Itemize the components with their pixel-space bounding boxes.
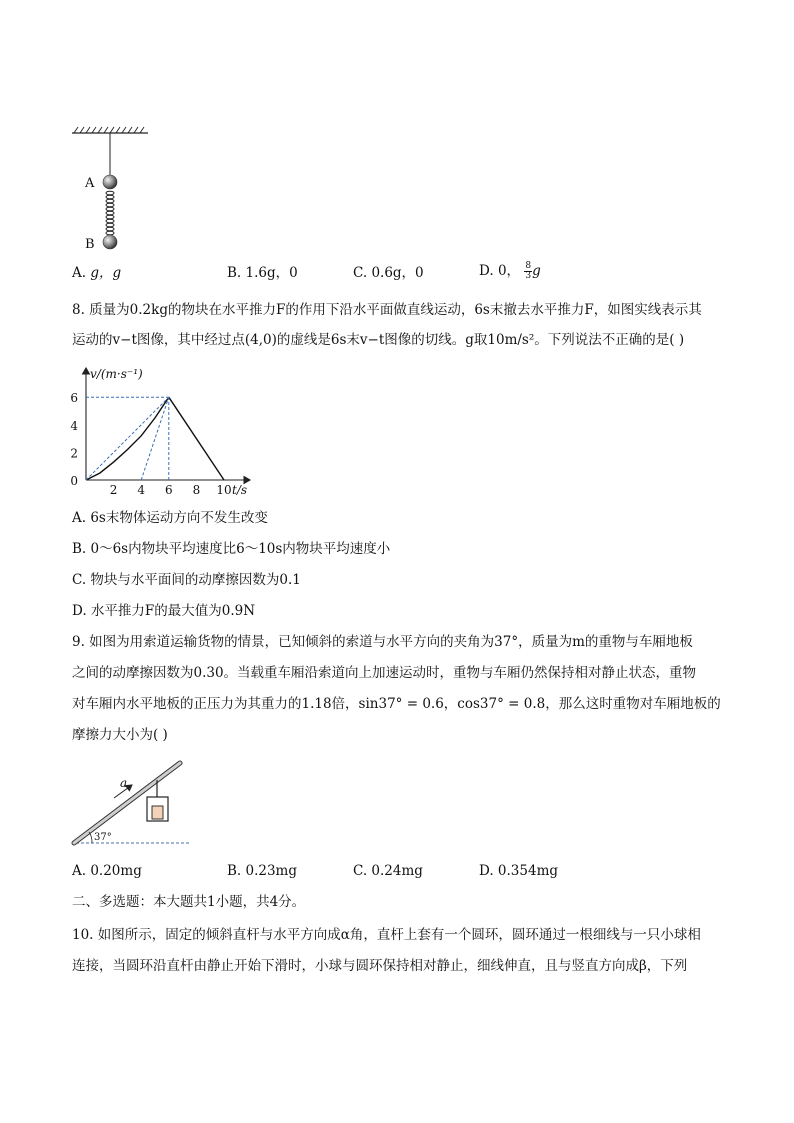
x-tick-label: 10 xyxy=(216,483,232,497)
q8-option-c: C. 物块与水平面间的动摩擦因数为0.1 xyxy=(72,572,301,588)
y-tick-label: 2 xyxy=(70,446,78,461)
q7-option-b xyxy=(227,263,298,283)
q9-option-a: A. 0.20mg xyxy=(72,863,142,879)
label-a: A xyxy=(85,176,95,191)
q8-option-d: D. 水平推力F的最大值为0.9N xyxy=(72,603,256,619)
q7-option-b-text: 1.6g，0 xyxy=(245,265,298,281)
y-tick-label: 0 xyxy=(70,474,78,488)
q8-stem-line-2: 运动的v−t图像，其中经过点(4,0)的虚线是6s末v−t图像的切线。g取10m/s²。下列说法不正确的是( ) xyxy=(72,332,685,348)
section-2-heading: 二、多选题：本大题共1小题，共4分。 xyxy=(72,894,306,910)
q9-option-c: C. 0.24mg xyxy=(353,863,423,879)
ceiling-hatching xyxy=(74,127,144,133)
spring-coil xyxy=(106,191,114,235)
vt-series-3 xyxy=(86,397,169,480)
q8-option-b: B. 0～6s内物块平均速度比6～10s内物块平均速度小 xyxy=(72,541,391,557)
y-tick-label: 6 xyxy=(70,391,78,406)
y-tick-label: 4 xyxy=(70,418,78,433)
q7-option-d xyxy=(479,261,541,281)
q7-option-d-letter: D. xyxy=(479,263,494,279)
q7-option-a-letter: A. xyxy=(72,265,87,281)
x-axis-label: t/s xyxy=(232,483,248,497)
q9-option-d: D. 0.354mg xyxy=(479,863,559,879)
q10-stem-line-1: 10. 如图所示，固定的倾斜直杆与水平方向成α角，直杆上套有一个圆环，圆环通过一根细线与一只小球相 xyxy=(72,927,701,943)
ball-b xyxy=(103,235,117,249)
q9-stem-line-2: 之间的动摩擦因数为0.30。当载重车厢沿索道向上加速运动时，重物与车厢仍然保持相对静止状态，重物 xyxy=(72,665,697,681)
q9-stem-line-4: 摩擦力大小为( ) xyxy=(72,727,168,743)
fraction-numerator: 8 xyxy=(525,261,532,271)
x-tick-label: 8 xyxy=(192,483,201,497)
q10-stem-line-2: 连接，当圆环沿直杆由静止开始下滑时，小球与圆环保持相对静止，细线伸直，且与竖直方向成β，下列 xyxy=(72,958,688,974)
x-tick-label: 6 xyxy=(164,483,173,497)
vt-chart xyxy=(62,362,262,500)
q7-option-a-text: g，g xyxy=(90,265,122,281)
q7-option-c xyxy=(353,263,424,283)
q7-option-a xyxy=(72,263,121,283)
angle-label: 37° xyxy=(94,832,112,843)
q8-option-a: A. 6s末物体运动方向不发生改变 xyxy=(72,510,268,526)
q7-option-d-suffix: g xyxy=(532,263,541,279)
x-tick-label: 4 xyxy=(137,483,146,497)
vt-series-1 xyxy=(169,397,224,480)
q7-option-b-letter: B. xyxy=(227,265,242,281)
cargo-box xyxy=(152,806,163,819)
label-b: B xyxy=(85,237,95,252)
ball-a xyxy=(103,175,117,189)
vt-series-2 xyxy=(141,397,169,480)
q8-stem-line-1: 8. 质量为0.2kg的物块在水平推力F的作用下沿水平面做直线运动，6s末撤去水平推力F，如图实线表示其 xyxy=(72,302,702,318)
fraction-denominator: 3 xyxy=(525,271,532,281)
q7-option-c-text: 0.6g，0 xyxy=(371,265,424,281)
q7-option-d-text: 0， xyxy=(497,263,521,279)
spring-ball-figure xyxy=(68,124,152,256)
x-tick-label: 2 xyxy=(109,483,118,497)
acceleration-label: a xyxy=(120,776,128,790)
q9-stem-line-3: 对车厢内水平地板的正压力为其重力的1.18倍，sin37° = 0.6，cos37° = 0.8，那么这时重物对车厢地板的 xyxy=(72,696,721,712)
cable-car-figure xyxy=(70,757,194,849)
q7-option-c-letter: C. xyxy=(353,265,368,281)
q9-stem-line-1: 9. 如图为用索道运输货物的情景，已知倾斜的索道与水平方向的夹角为37°，质量为m的重物与车厢地板 xyxy=(72,634,693,650)
q7-option-d-fraction xyxy=(524,262,532,281)
q9-option-b: B. 0.23mg xyxy=(227,863,298,879)
y-axis-label: v/(m·s⁻¹) xyxy=(90,367,143,381)
